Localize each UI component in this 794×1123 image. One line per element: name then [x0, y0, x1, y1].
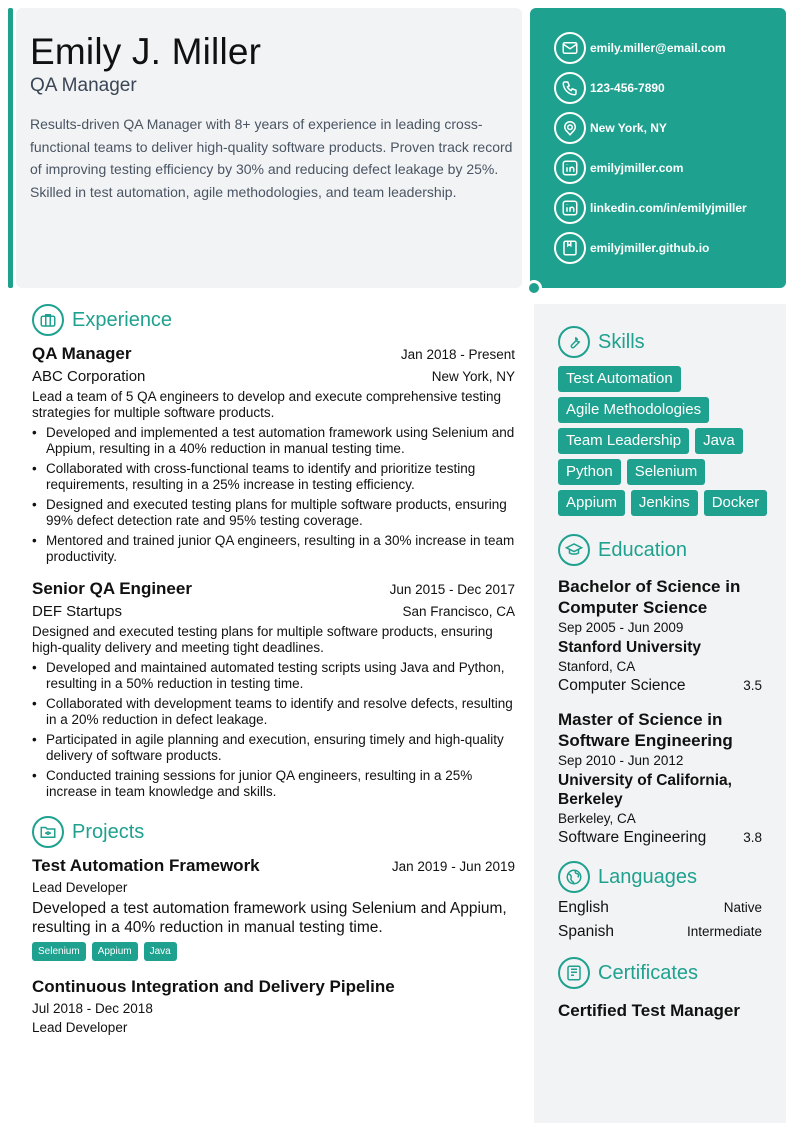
job-company: ABC Corporation	[32, 368, 146, 385]
header-accent-bar	[8, 8, 13, 288]
job-company: DEF Startups	[32, 603, 123, 620]
list-item: • Participated in agile planning and execution, ensuring timely and high-quality delivery of software products.	[32, 732, 515, 764]
projects-title: Projects	[72, 820, 145, 843]
education-title: Education	[598, 538, 687, 561]
job-date: Jan 2018 - Present	[400, 347, 515, 362]
skill-badge: Appium	[558, 490, 625, 516]
projects-heading	[32, 816, 515, 848]
edu-date: Sep 2010 - Jun 2012	[558, 753, 684, 768]
skill-badge: Team Leadership	[558, 428, 689, 454]
globe-icon	[558, 861, 590, 893]
list-item: • Designed and executed testing plans for multiple software products, ensuring 99% defect detection rate and 95% testing coverage.	[32, 497, 515, 529]
skill-badge: Selenium	[627, 459, 706, 485]
language-level: Intermediate	[686, 924, 762, 939]
summary: Results-driven QA Manager with 8+ years of experience in leading cross-functional teams to deliver high-quality software products. Proven track record of improving testing efficiency by 30% and reducing defect leakage by 25%. Skilled in test automation, agile methodologies, and team leadership.	[30, 116, 513, 200]
experience-title: Experience	[72, 308, 173, 331]
contact-email[interactable]	[554, 32, 786, 64]
project-title: Test Automation Framework	[32, 856, 260, 875]
main-column	[32, 304, 515, 1035]
language-name: English	[558, 899, 609, 916]
project-role: Lead Developer	[32, 880, 128, 895]
experience-item	[32, 344, 515, 565]
job-title: Senior QA Engineer	[32, 579, 192, 598]
phone-icon	[554, 72, 586, 104]
contact-linkedin[interactable]	[554, 192, 786, 224]
language-level: Native	[723, 900, 762, 915]
edu-school: University of California, Berkeley	[558, 772, 732, 808]
skills-title: Skills	[598, 330, 645, 353]
contact-email-text: emily.miller@email.com	[590, 41, 726, 55]
edu-degree: Master of Science in Software Engineering	[558, 710, 733, 750]
contact-linkedin-text: linkedin.com/in/emilyjmiller	[590, 201, 747, 215]
briefcase-icon	[32, 304, 64, 336]
skill-badge: Jenkins	[631, 490, 698, 516]
job-bullets	[32, 660, 515, 800]
language-row	[558, 899, 762, 917]
list-item: • Developed and implemented a test automation framework using Selenium and Appium, resulting in a 40% reduction in manual testing time.	[32, 425, 515, 457]
skills-heading	[558, 326, 762, 358]
sidebar	[534, 304, 786, 1123]
project-item	[32, 977, 515, 1035]
job-bullets	[32, 425, 515, 565]
certificate-item: Certified Test Manager	[558, 1001, 741, 1020]
project-item	[32, 856, 515, 961]
list-item: • Conducted training sessions for junior QA engineers, resulting in a 25% increase in team knowledge and skills.	[32, 768, 515, 800]
header-panel	[16, 8, 522, 288]
edu-school: Stanford University	[558, 639, 701, 656]
skill-badge: Test Automation	[558, 366, 681, 392]
languages-title: Languages	[598, 865, 697, 888]
experience-heading	[32, 304, 515, 336]
job-date: Jun 2015 - Dec 2017	[389, 582, 515, 597]
job-description: Designed and executed testing plans for multiple software products, ensuring high-quality delivery and meeting tight deadlines.	[32, 624, 493, 655]
languages-list	[558, 899, 762, 941]
project-tags	[32, 942, 515, 961]
skills-list	[558, 366, 768, 516]
project-date: Jul 2018 - Dec 2018	[32, 1001, 153, 1016]
edu-gpa: 3.8	[743, 830, 762, 845]
timeline-dot	[526, 280, 542, 296]
job-location: San Francisco, CA	[402, 604, 515, 619]
project-role: Lead Developer	[32, 1020, 128, 1035]
skill-badge: Python	[558, 459, 621, 485]
tag: Selenium	[32, 942, 86, 961]
contact-phone[interactable]	[554, 72, 786, 104]
edu-date: Sep 2005 - Jun 2009	[558, 620, 684, 635]
job-description: Lead a team of 5 QA engineers to develop and execute comprehensive testing strategies for multiple software products.	[32, 389, 502, 420]
graduation-cap-icon	[558, 534, 590, 566]
folder-icon	[32, 816, 64, 848]
edu-degree: Bachelor of Science in Computer Science	[558, 577, 741, 617]
experience-item	[32, 579, 515, 800]
job-title: QA Manager	[32, 344, 132, 363]
list-item: • Mentored and trained junior QA engineers, resulting in a 30% increase in team productivity.	[32, 533, 515, 565]
contact-phone-text: 123-456-7890	[590, 81, 665, 95]
edu-location: Stanford, CA	[558, 659, 636, 674]
skill-badge: Docker	[704, 490, 768, 516]
edu-location: Berkeley, CA	[558, 811, 636, 826]
skill-badge: Agile Methodologies	[558, 397, 709, 423]
job-location: New York, NY	[431, 369, 515, 384]
wrench-icon	[558, 326, 590, 358]
skill-badge: Java	[695, 428, 743, 454]
mail-icon	[554, 32, 586, 64]
edu-gpa: 3.5	[743, 678, 762, 693]
education-item	[558, 709, 762, 847]
linkedin-icon	[554, 192, 586, 224]
contact-location-text: New York, NY	[590, 121, 667, 135]
list-item: • Collaborated with development teams to identify and resolve defects, resulting in a 20% reduction in defect leakage.	[32, 696, 515, 728]
tag: Java	[144, 942, 177, 961]
languages-heading	[558, 861, 762, 893]
contact-website-text: emilyjmiller.com	[590, 161, 684, 175]
certificates-title: Certificates	[598, 961, 699, 984]
candidate-title: QA Manager	[30, 75, 137, 96]
linkedin-icon	[554, 152, 586, 184]
contact-github-text: emilyjmiller.github.io	[590, 241, 710, 255]
location-pin-icon	[554, 112, 586, 144]
portfolio-icon	[554, 232, 586, 264]
language-row	[558, 923, 762, 941]
education-heading	[558, 534, 762, 566]
project-date: Jan 2019 - Jun 2019	[391, 859, 515, 874]
contact-website[interactable]	[554, 152, 786, 184]
candidate-name: Emily J. Miller	[30, 31, 262, 72]
education-item	[558, 576, 762, 695]
certificate-icon	[558, 957, 590, 989]
certificates-heading	[558, 957, 762, 989]
contact-github[interactable]	[554, 232, 786, 264]
project-description: Developed a test automation framework using Selenium and Appium, resulting in a 40% reduction in manual testing time.	[32, 900, 507, 936]
project-title: Continuous Integration and Delivery Pipeline	[32, 977, 395, 996]
contact-location	[554, 112, 786, 144]
edu-field: Software Engineering	[558, 829, 707, 846]
list-item: • Developed and maintained automated testing scripts using Java and Python, resulting in a 50% reduction in testing time.	[32, 660, 515, 692]
list-item: • Collaborated with cross-functional teams to identify and prioritize testing requirements, resulting in a 25% increase in testing efficiency.	[32, 461, 515, 493]
tag: Appium	[92, 942, 138, 961]
edu-field: Computer Science	[558, 677, 686, 694]
contact-panel	[530, 8, 786, 288]
language-name: Spanish	[558, 923, 615, 940]
